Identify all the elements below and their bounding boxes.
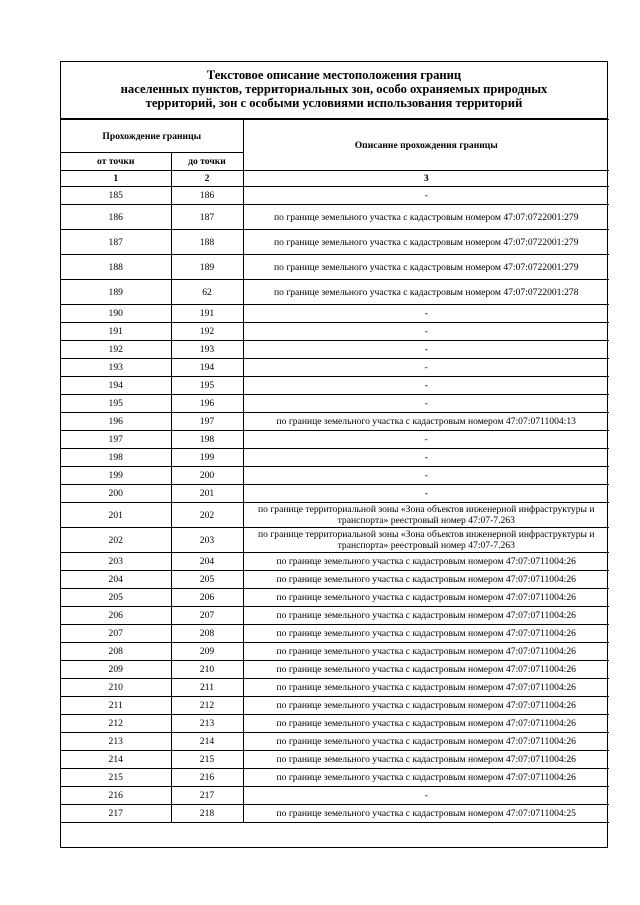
description-cell: по границе земельного участка с кадастровым номером 47:07:0711004:26: [243, 553, 609, 571]
to-point-cell: 62: [171, 280, 243, 305]
to-point-cell: 209: [171, 643, 243, 661]
header-col-2: 2: [171, 171, 243, 187]
description-cell: по границе земельного участка с кадастровым номером 47:07:0722001:279: [243, 205, 609, 230]
to-point-cell: 194: [171, 359, 243, 377]
table-row: [61, 280, 609, 305]
to-point-cell: 211: [171, 679, 243, 697]
description-cell: по границе земельного участка с кадастровым номером 47:07:0711004:26: [243, 697, 609, 715]
description-cell: -: [243, 449, 609, 467]
from-point-cell: 203: [61, 553, 171, 571]
to-point-cell: 188: [171, 230, 243, 255]
from-point-cell: 188: [61, 255, 171, 280]
title-line-1: Текстовое описание местоположения границ: [206, 68, 462, 82]
description-cell: -: [243, 359, 609, 377]
table-row: [61, 769, 609, 787]
from-point-cell: 194: [61, 377, 171, 395]
table-row: [61, 607, 609, 625]
from-point-cell: 209: [61, 661, 171, 679]
table-row: [61, 503, 609, 528]
table-row: [61, 661, 609, 679]
from-point-cell: 210: [61, 679, 171, 697]
to-point-cell: 199: [171, 449, 243, 467]
description-cell: по границе территориальной зоны «Зона объектов инженерной инфраструктуры и транспорта» реестровый номер 47:07-7.263: [243, 528, 609, 553]
description-cell: -: [243, 431, 609, 449]
header-passage: Прохождение границы: [61, 120, 243, 153]
table-row: [61, 187, 609, 205]
table-row: [61, 805, 609, 823]
from-point-cell: 206: [61, 607, 171, 625]
description-cell: по границе земельного участка с кадастровым номером 47:07:0711004:26: [243, 769, 609, 787]
description-cell: по границе земельного участка с кадастровым номером 47:07:0722001:278: [243, 280, 609, 305]
description-cell: по границе земельного участка с кадастровым номером 47:07:0711004:26: [243, 679, 609, 697]
to-point-cell: 187: [171, 205, 243, 230]
table-row: [61, 553, 609, 571]
from-point-cell: 216: [61, 787, 171, 805]
description-cell: по границе земельного участка с кадастровым номером 47:07:0711004:26: [243, 571, 609, 589]
table-row: [61, 733, 609, 751]
from-point-cell: 200: [61, 485, 171, 503]
from-point-cell: 211: [61, 697, 171, 715]
table-row: [61, 697, 609, 715]
to-point-cell: 214: [171, 733, 243, 751]
description-cell: по границе территориальной зоны «Зона объектов инженерной инфраструктуры и транспорта» реестровый номер 47:07-7.263: [243, 503, 609, 528]
table-row: [61, 377, 609, 395]
to-point-cell: 210: [171, 661, 243, 679]
table-row: [61, 787, 609, 805]
from-point-cell: 212: [61, 715, 171, 733]
table-row: [61, 431, 609, 449]
to-point-cell: 203: [171, 528, 243, 553]
to-point-cell: 192: [171, 323, 243, 341]
to-point-cell: 218: [171, 805, 243, 823]
description-cell: -: [243, 467, 609, 485]
from-point-cell: 213: [61, 733, 171, 751]
table-row: [61, 571, 609, 589]
header-to-point: до точки: [171, 153, 243, 171]
table-row: [61, 715, 609, 733]
from-point-cell: 205: [61, 589, 171, 607]
description-cell: -: [243, 485, 609, 503]
description-cell: по границе земельного участка с кадастровым номером 47:07:0711004:25: [243, 805, 609, 823]
to-point-cell: 215: [171, 751, 243, 769]
to-point-cell: 205: [171, 571, 243, 589]
table-row: [61, 679, 609, 697]
from-point-cell: 187: [61, 230, 171, 255]
from-point-cell: 195: [61, 395, 171, 413]
to-point-cell: 217: [171, 787, 243, 805]
header-col-3: 3: [243, 171, 609, 187]
header-description: Описание прохождения границы: [243, 120, 609, 171]
description-cell: по границе земельного участка с кадастровым номером 47:07:0711004:26: [243, 733, 609, 751]
from-point-cell: 215: [61, 769, 171, 787]
from-point-cell: 207: [61, 625, 171, 643]
table-row: [61, 449, 609, 467]
to-point-cell: 201: [171, 485, 243, 503]
table-row: [61, 395, 609, 413]
from-point-cell: 185: [61, 187, 171, 205]
from-point-cell: 198: [61, 449, 171, 467]
table-row: [61, 528, 609, 553]
description-cell: -: [243, 341, 609, 359]
from-point-cell: 189: [61, 280, 171, 305]
to-point-cell: 206: [171, 589, 243, 607]
to-point-cell: 193: [171, 341, 243, 359]
table-row: [61, 643, 609, 661]
from-point-cell: 201: [61, 503, 171, 528]
to-point-cell: 207: [171, 607, 243, 625]
from-point-cell: 192: [61, 341, 171, 359]
title-line-2: населенных пунктов, территориальных зон, особо охраняемых природных: [120, 82, 548, 96]
description-cell: по границе земельного участка с кадастровым номером 47:07:0711004:26: [243, 589, 609, 607]
from-point-cell: 217: [61, 805, 171, 823]
to-point-cell: 197: [171, 413, 243, 431]
title-line-3: территорий, зон с особыми условиями использования территорий: [145, 96, 523, 110]
from-point-cell: 202: [61, 528, 171, 553]
to-point-cell: 196: [171, 395, 243, 413]
table-row: [61, 413, 609, 431]
from-point-cell: 196: [61, 413, 171, 431]
to-point-cell: 200: [171, 467, 243, 485]
from-point-cell: 208: [61, 643, 171, 661]
table-row: [61, 230, 609, 255]
table-row: [61, 751, 609, 769]
header-col-1: 1: [61, 171, 171, 187]
table-row: [61, 341, 609, 359]
table-row: [61, 359, 609, 377]
from-point-cell: 199: [61, 467, 171, 485]
header-from-point: от точки: [61, 153, 171, 171]
to-point-cell: 216: [171, 769, 243, 787]
to-point-cell: 191: [171, 305, 243, 323]
description-cell: -: [243, 395, 609, 413]
description-cell: по границе земельного участка с кадастровым номером 47:07:0711004:26: [243, 625, 609, 643]
description-cell: по границе земельного участка с кадастровым номером 47:07:0711004:26: [243, 643, 609, 661]
table-row: [61, 305, 609, 323]
from-point-cell: 197: [61, 431, 171, 449]
table-body: [61, 187, 609, 823]
from-point-cell: 204: [61, 571, 171, 589]
to-point-cell: 212: [171, 697, 243, 715]
description-cell: -: [243, 787, 609, 805]
table-row: [61, 323, 609, 341]
table-row: [61, 467, 609, 485]
description-cell: по границе земельного участка с кадастровым номером 47:07:0711004:13: [243, 413, 609, 431]
to-point-cell: 213: [171, 715, 243, 733]
description-cell: по границе земельного участка с кадастровым номером 47:07:0711004:26: [243, 715, 609, 733]
from-point-cell: 186: [61, 205, 171, 230]
to-point-cell: 198: [171, 431, 243, 449]
description-cell: по границе земельного участка с кадастровым номером 47:07:0722001:279: [243, 255, 609, 280]
table-row: [61, 205, 609, 230]
document-title: [61, 62, 607, 119]
description-cell: -: [243, 323, 609, 341]
from-point-cell: 190: [61, 305, 171, 323]
to-point-cell: 195: [171, 377, 243, 395]
document-frame: [60, 61, 608, 848]
description-cell: по границе земельного участка с кадастровым номером 47:07:0711004:26: [243, 751, 609, 769]
table-row: [61, 589, 609, 607]
table-row: [61, 485, 609, 503]
table-row: [61, 255, 609, 280]
to-point-cell: 202: [171, 503, 243, 528]
description-cell: по границе земельного участка с кадастровым номером 47:07:0722001:279: [243, 230, 609, 255]
description-cell: -: [243, 187, 609, 205]
to-point-cell: 189: [171, 255, 243, 280]
from-point-cell: 191: [61, 323, 171, 341]
description-cell: -: [243, 377, 609, 395]
description-cell: по границе земельного участка с кадастровым номером 47:07:0711004:26: [243, 661, 609, 679]
description-cell: -: [243, 305, 609, 323]
to-point-cell: 208: [171, 625, 243, 643]
description-cell: по границе земельного участка с кадастровым номером 47:07:0711004:26: [243, 607, 609, 625]
from-point-cell: 193: [61, 359, 171, 377]
boundary-table: [61, 119, 609, 823]
from-point-cell: 214: [61, 751, 171, 769]
to-point-cell: 186: [171, 187, 243, 205]
table-row: [61, 625, 609, 643]
to-point-cell: 204: [171, 553, 243, 571]
